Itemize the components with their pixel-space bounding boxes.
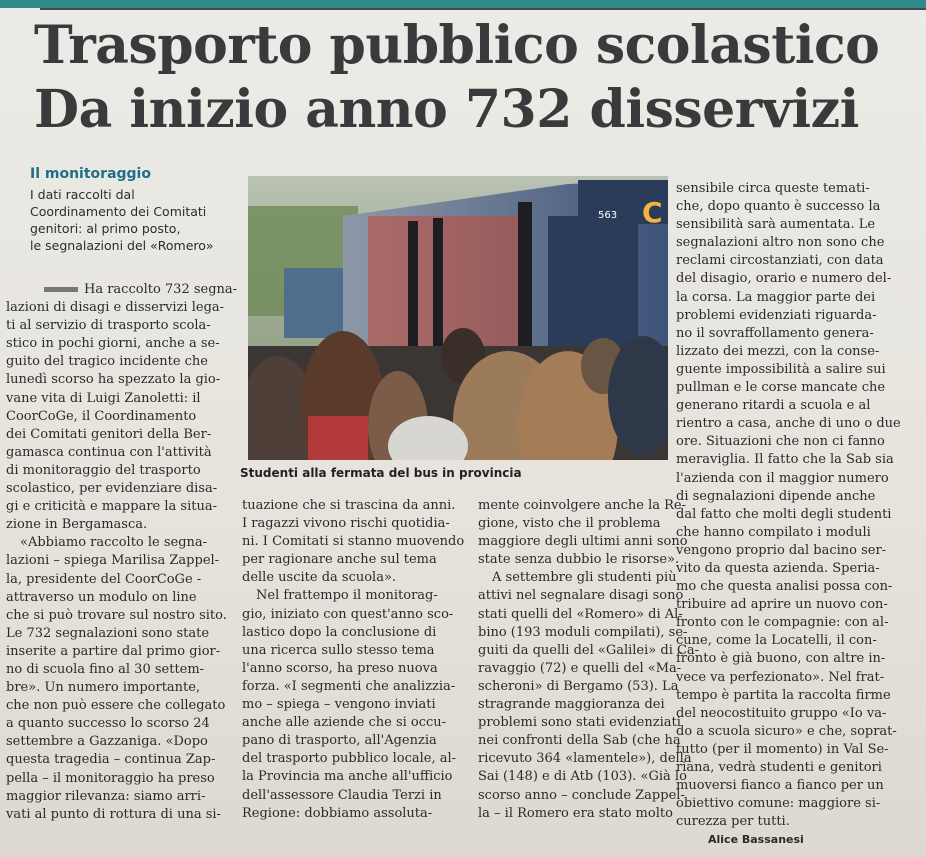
text-line: state senza dubbio le risorse». — [478, 552, 680, 568]
text-line: problemi sono stati evidenziati — [478, 715, 681, 731]
text-line: guiti da quelli del «Galilei» di Ca- — [478, 642, 700, 658]
text-line: guente impossibilità a salire sui — [676, 361, 886, 377]
photo-students-bus — [248, 176, 668, 460]
text-line: pella – il monitoraggio ha preso — [6, 770, 215, 786]
text-line: bino (193 moduli compilati), se- — [478, 624, 688, 640]
text-line: ravaggio (72) e quelli del «Ma- — [478, 660, 682, 676]
text-line: ni. I Comitati si stanno muovendo — [242, 534, 465, 550]
lead-rule — [44, 287, 78, 292]
headline-line-1: Trasporto pubblico scolastico — [34, 15, 880, 76]
text-line: che non può essere che collegato — [6, 698, 226, 714]
text-line: do a scuola sicuro» e che, soprat- — [676, 723, 897, 739]
text-line: lunedì scorso ha spezzato la gio- — [6, 372, 221, 388]
text-column-3 — [478, 497, 700, 823]
text-line: sensibile circa queste temati- — [676, 181, 870, 196]
text-line: lazioni – spiega Marilisa Zappel- — [6, 553, 220, 569]
text-line: curezza per tutti. — [676, 814, 790, 830]
text-line: guito del tragico incidente che — [6, 354, 209, 370]
text-line: ti al servizio di trasporto scola- — [6, 318, 211, 334]
text-line: del disagio, orario e numero del- — [676, 271, 892, 287]
text-line: la Provincia ma anche all'ufficio — [242, 769, 453, 785]
summary-line: genitori: al primo posto, — [30, 221, 181, 236]
text-line: obiettivo comune: maggiore si- — [676, 796, 881, 812]
text-line: del neocostituito gruppo «Io va- — [676, 705, 887, 721]
bus-number: 563 — [598, 210, 618, 221]
text-line: mo che questa analisi possa con- — [676, 579, 893, 595]
text-line: stragrande maggioranza dei — [478, 697, 665, 713]
text-line: «Abbiamo raccolto le segna- — [20, 535, 208, 551]
text-line: maggior rilevanza: siamo arri- — [6, 788, 206, 804]
text-line: la, presidente del CoorCoGe - — [6, 571, 202, 587]
text-line: reclami circostanziati, con data — [676, 253, 884, 269]
text-line: attraverso un modulo on line — [6, 589, 197, 605]
text-line: vane vita di Luigi Zanoletti: il — [6, 390, 201, 406]
text-line: zione in Bergamasca. — [6, 517, 148, 533]
text-line: no di scuola fino al 30 settem- — [6, 661, 205, 677]
text-line: Nel frattempo il monitorag- — [256, 588, 438, 604]
text-line: A settembre gli studenti più — [492, 570, 677, 586]
photo-caption: Studenti alla fermata del bus in provincia — [240, 466, 522, 480]
summary — [30, 186, 240, 254]
text-line: ore. Situazioni che non ci fanno — [676, 434, 885, 450]
summary-line: I dati raccolti dal — [30, 187, 135, 202]
text-line: per ragionare anche sul tema — [242, 552, 437, 568]
text-line: Regione: dobbiamo assoluta- — [242, 805, 433, 821]
text-line: gio, iniziato con quest'anno sco- — [242, 606, 454, 622]
text-line: no il sovraffollamento genera- — [676, 325, 874, 341]
text-line: CoorCoGe, il Coordinamento — [6, 408, 197, 424]
text-line: dell'assessore Claudia Terzi in — [242, 787, 442, 803]
text-column-2 — [242, 497, 466, 823]
text-line: problemi evidenziati riguarda- — [676, 307, 877, 323]
text-line: meraviglia. Il fatto che la Sab sia — [676, 452, 894, 468]
text-line: tribuire ad aprire un nuovo con- — [676, 597, 888, 613]
text-line: inserite a partire dal primo gior- — [6, 643, 221, 659]
photo-illustration — [248, 176, 668, 460]
text-line: gione, visto che il problema — [478, 516, 661, 532]
text-line: tempo è partita la raccolta firme — [676, 687, 891, 703]
text-line: sensibilità sarà aumentata. Le — [676, 217, 876, 233]
text-line: dei Comitati genitori della Ber- — [6, 426, 212, 442]
text-line: che, dopo quanto è successo la — [676, 199, 881, 215]
text-line: vengono proprio dal bacino ser- — [676, 542, 887, 558]
text-column-1 — [6, 281, 238, 824]
text-line: lastico dopo la conclusione di — [242, 624, 437, 640]
text-line: pullman e le corse mancate che — [676, 380, 886, 396]
text-line: delle uscite da scuola». — [242, 570, 397, 586]
text-line: settembre a Gazzaniga. «Dopo — [6, 734, 208, 750]
text-line: gi e criticità e mappare la situa- — [6, 499, 217, 515]
text-line: fronto con le compagnie: con al- — [676, 615, 889, 631]
text-line: vati al punto di rottura di una si- — [6, 806, 221, 822]
text-line: questa tragedia – continua Zap- — [6, 752, 216, 768]
text-line: maggiore degli ultimi anni sono — [478, 534, 688, 550]
text-line: scolastico, per evidenziare disa- — [6, 481, 218, 497]
text-line: attivi nel segnalare disagi sono — [478, 588, 684, 604]
text-line: lizzato dei mezzi, con la conse- — [676, 343, 880, 359]
text-line: gamasca continua con l'attività — [6, 444, 212, 460]
top-rule — [40, 8, 926, 10]
text-line: l'azienda con il maggior numero — [676, 470, 889, 486]
text-line: di monitoraggio del trasporto — [6, 462, 201, 478]
text-line: I ragazzi vivono rischi quotidia- — [242, 516, 450, 532]
text-line: scheroni» di Bergamo (53). La — [478, 678, 679, 694]
text-line: stico in pochi giorni, anche a se- — [6, 336, 220, 352]
text-line: Sai (148) e di Atb (103). «Già lo — [478, 769, 687, 785]
text-line: a quanto successo lo scorso 24 — [6, 716, 210, 732]
text-column-4 — [676, 180, 926, 849]
text-line: una ricerca sullo stesso tema — [242, 642, 435, 658]
text-line: di segnalazioni dipende anche — [676, 488, 876, 504]
text-line: dal fatto che molti degli studenti — [676, 506, 892, 522]
text-line: la corsa. La maggior parte dei — [676, 289, 876, 305]
kicker: Il monitoraggio — [30, 166, 151, 182]
bus-letter: C — [642, 196, 663, 229]
headline-line-2: Da inizio anno 732 disservizi — [34, 79, 859, 140]
text-line: scorso anno – conclude Zappel- — [478, 787, 685, 803]
text-line: stati quelli del «Romero» di Al- — [478, 606, 683, 622]
text-line: Le 732 segnalazioni sono state — [6, 625, 210, 641]
text-line: muoversi fianco a fianco per un — [676, 778, 884, 794]
text-line: bre». Un numero importante, — [6, 680, 201, 696]
text-line: riana, vedrà studenti e genitori — [676, 760, 882, 775]
text-line: anche alle aziende che si occu- — [242, 715, 447, 731]
text-line: mente coinvolgere anche la Re- — [478, 498, 686, 513]
author-signature: Alice Bassanesi — [708, 833, 804, 847]
text-line: vece va perfezionato». Nel frat- — [676, 669, 885, 685]
text-line: nei confronti della Sab (che ha — [478, 733, 681, 749]
text-line: Ha raccolto 732 segna- — [6, 281, 238, 299]
text-line: che si può trovare sul nostro sito. — [6, 607, 227, 623]
text-line: forza. «I segmenti che analizzia- — [242, 678, 456, 694]
text-line: tuazione che si trascina da anni. — [242, 498, 456, 513]
text-line: rientro a casa, anche di uno o due — [676, 416, 901, 432]
text-line: la – il Romero era stato molto — [478, 805, 673, 821]
summary-line: Coordinamento dei Comitati — [30, 204, 207, 219]
text-line: vito da questa azienda. Speria- — [676, 560, 880, 576]
text-line: cune, come la Locatelli, il con- — [676, 633, 877, 649]
text-line: pano di trasporto, all'Agenzia — [242, 733, 437, 749]
summary-line: le segnalazioni del «Romero» — [30, 238, 214, 253]
text-line: mo – spiega – vengono inviati — [242, 697, 436, 713]
signature-line — [676, 831, 926, 849]
text-line: ricevuto 364 «lamentele»), della — [478, 751, 692, 767]
text-line: l'anno scorso, ha preso nuova — [242, 660, 438, 676]
text-line: generano ritardi a scuola e al — [676, 398, 871, 414]
text-line: lazioni di disagi e disservizi lega- — [6, 300, 225, 316]
text-line: tutto (per il momento) in Val Se- — [676, 741, 889, 757]
top-color-bar — [0, 0, 926, 8]
text-line: fronto è già buono, con altre in- — [676, 651, 886, 667]
text-line: segnalazioni altro non sono che — [676, 235, 885, 251]
text-line: che hanno compilato i moduli — [676, 524, 871, 540]
text-line: del trasporto pubblico locale, al- — [242, 751, 457, 767]
